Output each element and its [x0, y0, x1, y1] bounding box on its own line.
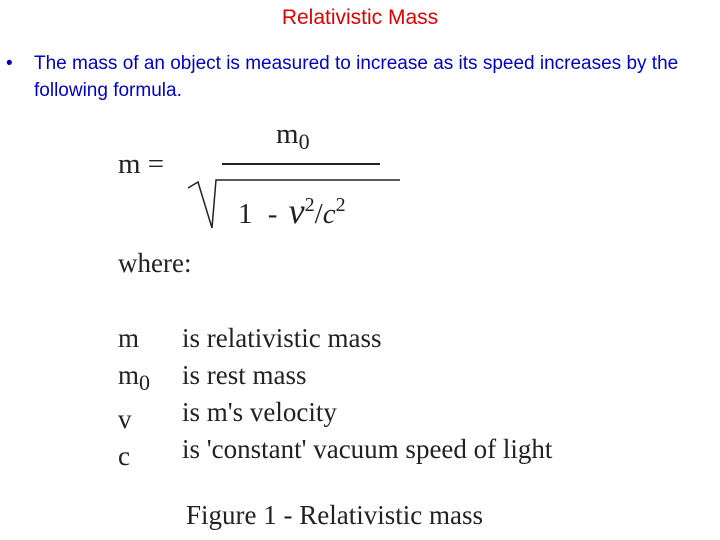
formula-denominator [238, 190, 346, 232]
denominator-c: c [322, 198, 336, 230]
numerator-base: m [276, 118, 299, 150]
symbol-v-base: v [118, 404, 132, 434]
denominator-minus: - [267, 198, 278, 230]
formula-numerator [276, 118, 310, 155]
definition-relativistic-mass: is relativistic mass [182, 323, 382, 353]
bullet-text: The mass of an object is measured to increase as its speed increases by the following formula. [34, 53, 679, 101]
symbol-m0 [118, 357, 150, 401]
denominator-slash: / [314, 198, 323, 230]
symbol-m0-base: m [118, 360, 140, 390]
formula-lhs: m = [118, 148, 165, 180]
definition-descriptions [182, 320, 552, 468]
definition-speed-of-light: is 'constant' vacuum speed of light [182, 434, 553, 464]
denominator-v-exponent: 2 [304, 194, 315, 216]
symbol-m0-subscript: 0 [139, 370, 151, 395]
numerator-subscript: 0 [298, 129, 310, 154]
definition-symbols [118, 320, 150, 475]
figure-caption: Figure 1 - Relativistic mass [186, 500, 483, 530]
slide-title: Relativistic Mass [281, 6, 439, 29]
definition-rest-mass: is rest mass [182, 360, 307, 390]
symbol-c [118, 438, 150, 475]
symbol-v [118, 401, 150, 438]
where-label: where: [118, 248, 192, 278]
denominator-c-exponent: 2 [335, 194, 346, 216]
symbol-c-base: c [118, 441, 130, 471]
denominator-one: 1 [238, 198, 253, 230]
symbol-m [118, 320, 150, 357]
denominator-v: v [288, 191, 305, 231]
bullet-marker: • [6, 53, 13, 74]
symbol-m-base: m [118, 323, 140, 353]
definition-velocity: is m's velocity [182, 397, 337, 427]
